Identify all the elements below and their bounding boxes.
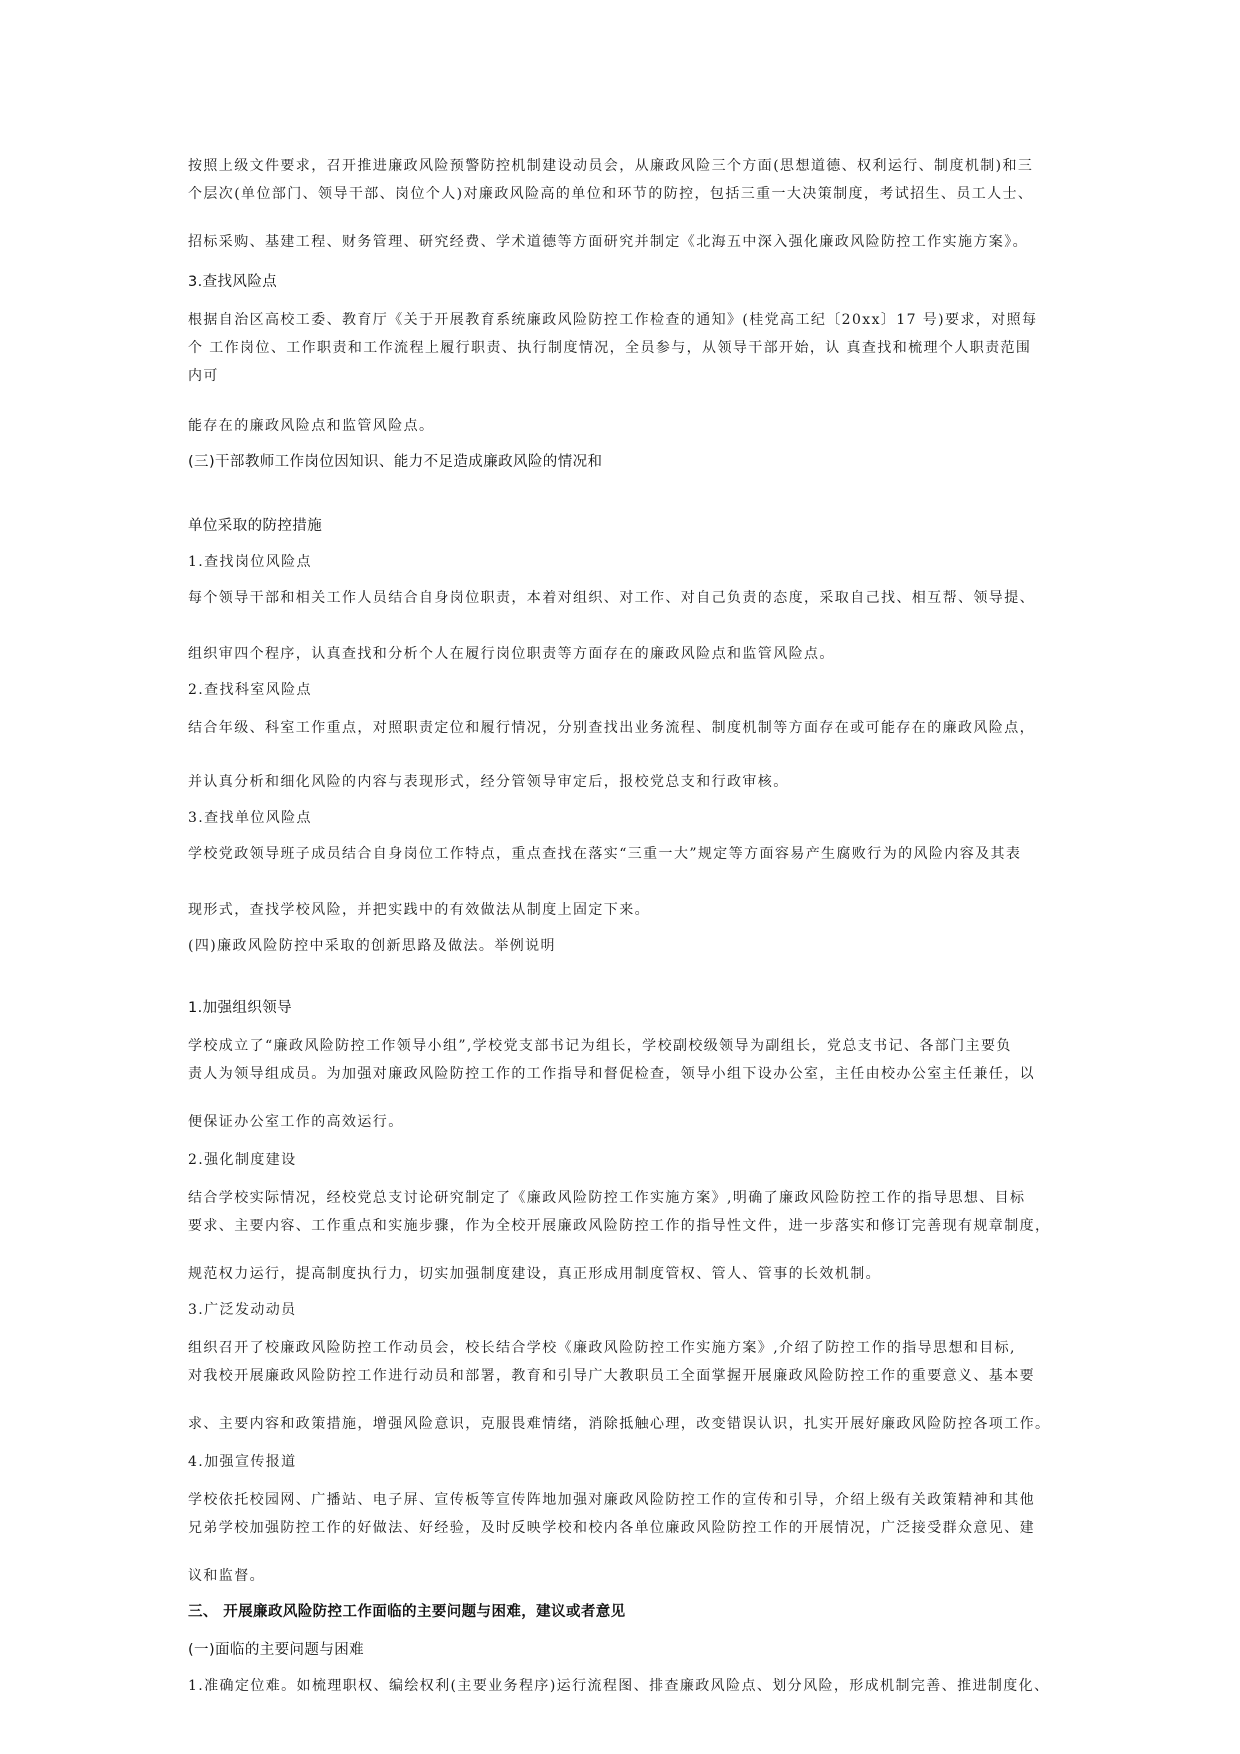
- subsection-heading: 3.查找单位风险点: [188, 810, 312, 826]
- subsection-heading: 1.加强组织领导: [188, 1000, 293, 1016]
- paragraph-line: 根据自治区高校工委、教育厅《关于开展教育系统廉政风险防控工作检查的通知》(桂党高工纪〔20xx〕17 号)要求，对照每: [188, 312, 1038, 328]
- paragraph-line: 学校依托校园网、广播站、电子屏、宣传板等宣传阵地加强对廉政风险防控工作的宣传和引导，介绍上级有关政策精神和其他: [188, 1492, 1035, 1508]
- paragraph-line: 责人为领导组成员。为加强对廉政风险防控工作的工作指导和督促检查，领导小组下设办公室，主任由校办公室主任兼任，以: [188, 1066, 1035, 1082]
- paragraph-line: 每个领导干部和相关工作人员结合自身岗位职责，本着对组织、对工作、对自己负责的态度，采取自己找、相互帮、领导提、: [188, 590, 1035, 606]
- paragraph-line: 兄弟学校加强防控工作的好做法、好经验，及时反映学校和校内各单位廉政风险防控工作的开展情况，广泛接受群众意见、建: [188, 1520, 1035, 1536]
- paragraph-line: 内可: [188, 368, 219, 384]
- section-heading: 单位采取的防控措施: [188, 518, 323, 534]
- subsection-heading: 2.查找科室风险点: [188, 682, 312, 698]
- paragraph-line: 规范权力运行，提高制度执行力，切实加强制度建设，真正形成用制度管权、管人、管事的长效机制。: [188, 1266, 881, 1282]
- section-heading: (四)廉政风险防控中采取的创新思路及做法。举例说明: [188, 938, 556, 954]
- paragraph-line: 并认真分析和细化风险的内容与表现形式，经分管领导审定后，报校党总支和行政审核。: [188, 774, 789, 790]
- paragraph-line: 学校党政领导班子成员结合自身岗位工作特点，重点查找在落实“三重一大”规定等方面容易产生腐败行为的风险内容及其表: [188, 846, 1022, 862]
- paragraph-line: 结合年级、科室工作重点，对照职责定位和履行情况，分别查找出业务流程、制度机制等方面存在或可能存在的廉政风险点，: [188, 720, 1035, 736]
- paragraph-line: 结合学校实际情况，经校党总支讨论研究制定了《廉政风险防控工作实施方案》,明确了廉政风险防控工作的指导思想、目标: [188, 1190, 1026, 1206]
- section-heading: 3.查找风险点: [188, 274, 278, 290]
- chapter-heading: 三、 开展廉政风险防控工作面临的主要问题与困难，建议或者意见: [188, 1604, 626, 1620]
- paragraph-line: 便保证办公室工作的高效运行。: [188, 1114, 404, 1130]
- subsection-heading: 3.广泛发动动员: [188, 1302, 297, 1318]
- subsection-heading: 2.强化制度建设: [188, 1152, 297, 1168]
- paragraph-line: 议和监督。: [188, 1568, 265, 1584]
- paragraph-line: 求、主要内容和政策措施，增强风险意识，克服畏难情绪，消除抵触心理，改变错误认识，扎实开展好廉政风险防控各项工作。: [188, 1416, 1051, 1432]
- paragraph-line: 组织审四个程序，认真查找和分析个人在履行岗位职责等方面存在的廉政风险点和监管风险点。: [188, 646, 835, 662]
- subsection-heading: 1.查找岗位风险点: [188, 554, 312, 570]
- subsection-heading: 4.加强宣传报道: [188, 1454, 297, 1470]
- paragraph-line: 个 工作岗位、工作职责和工作流程上履行职责、执行制度情况，全员参与，从领导干部开始，认 真查找和梳理个人职责范围: [188, 340, 1032, 356]
- paragraph-line: 按照上级文件要求，召开推进廉政风险预警防控机制建设动员会，从廉政风险三个方面(思想道德、权利运行、制度机制)和三: [188, 158, 1034, 174]
- paragraph-line: 现形式，查找学校风险，并把实践中的有效做法从制度上固定下来。: [188, 902, 650, 918]
- paragraph-line: 学校成立了“廉政风险防控工作领导小组”,学校党支部书记为组长，学校副校级领导为副组长，党总支书记、各部门主要负: [188, 1038, 1012, 1054]
- paragraph-line: 招标采购、基建工程、财务管理、研究经费、学术道德等方面研究并制定《北海五中深入强化廉政风险防控工作实施方案》。: [188, 234, 1028, 250]
- paragraph-line: 要求、主要内容、工作重点和实施步骤，作为全校开展廉政风险防控工作的指导性文件，进一步落实和修订完善现有规章制度，: [188, 1218, 1051, 1234]
- paragraph-line: 1.准确定位难。如梳理职权、编绘权利(主要业务程序)运行流程图、排查廉政风险点、划分风险，形成机制完善、推进制度化、: [188, 1678, 1050, 1694]
- section-heading: (一)面临的主要问题与困难: [188, 1642, 365, 1658]
- paragraph-line: 对我校开展廉政风险防控工作进行动员和部署，教育和引导广大教职员工全面掌握开展廉政风险防控工作的重要意义、基本要: [188, 1368, 1035, 1384]
- section-heading: (三)干部教师工作岗位因知识、能力不足造成廉政风险的情况和: [188, 454, 603, 470]
- paragraph-line: 个层次(单位部门、领导干部、岗位个人)对廉政风险高的单位和环节的防控，包括三重一大决策制度，考试招生、员工人士、: [188, 186, 1034, 202]
- paragraph-line: 组织召开了校廉政风险防控工作动员会，校长结合学校《廉政风险防控工作实施方案》,介绍了防控工作的指导思想和目标,: [188, 1340, 1016, 1356]
- paragraph-line: 能存在的廉政风险点和监管风险点。: [188, 418, 435, 434]
